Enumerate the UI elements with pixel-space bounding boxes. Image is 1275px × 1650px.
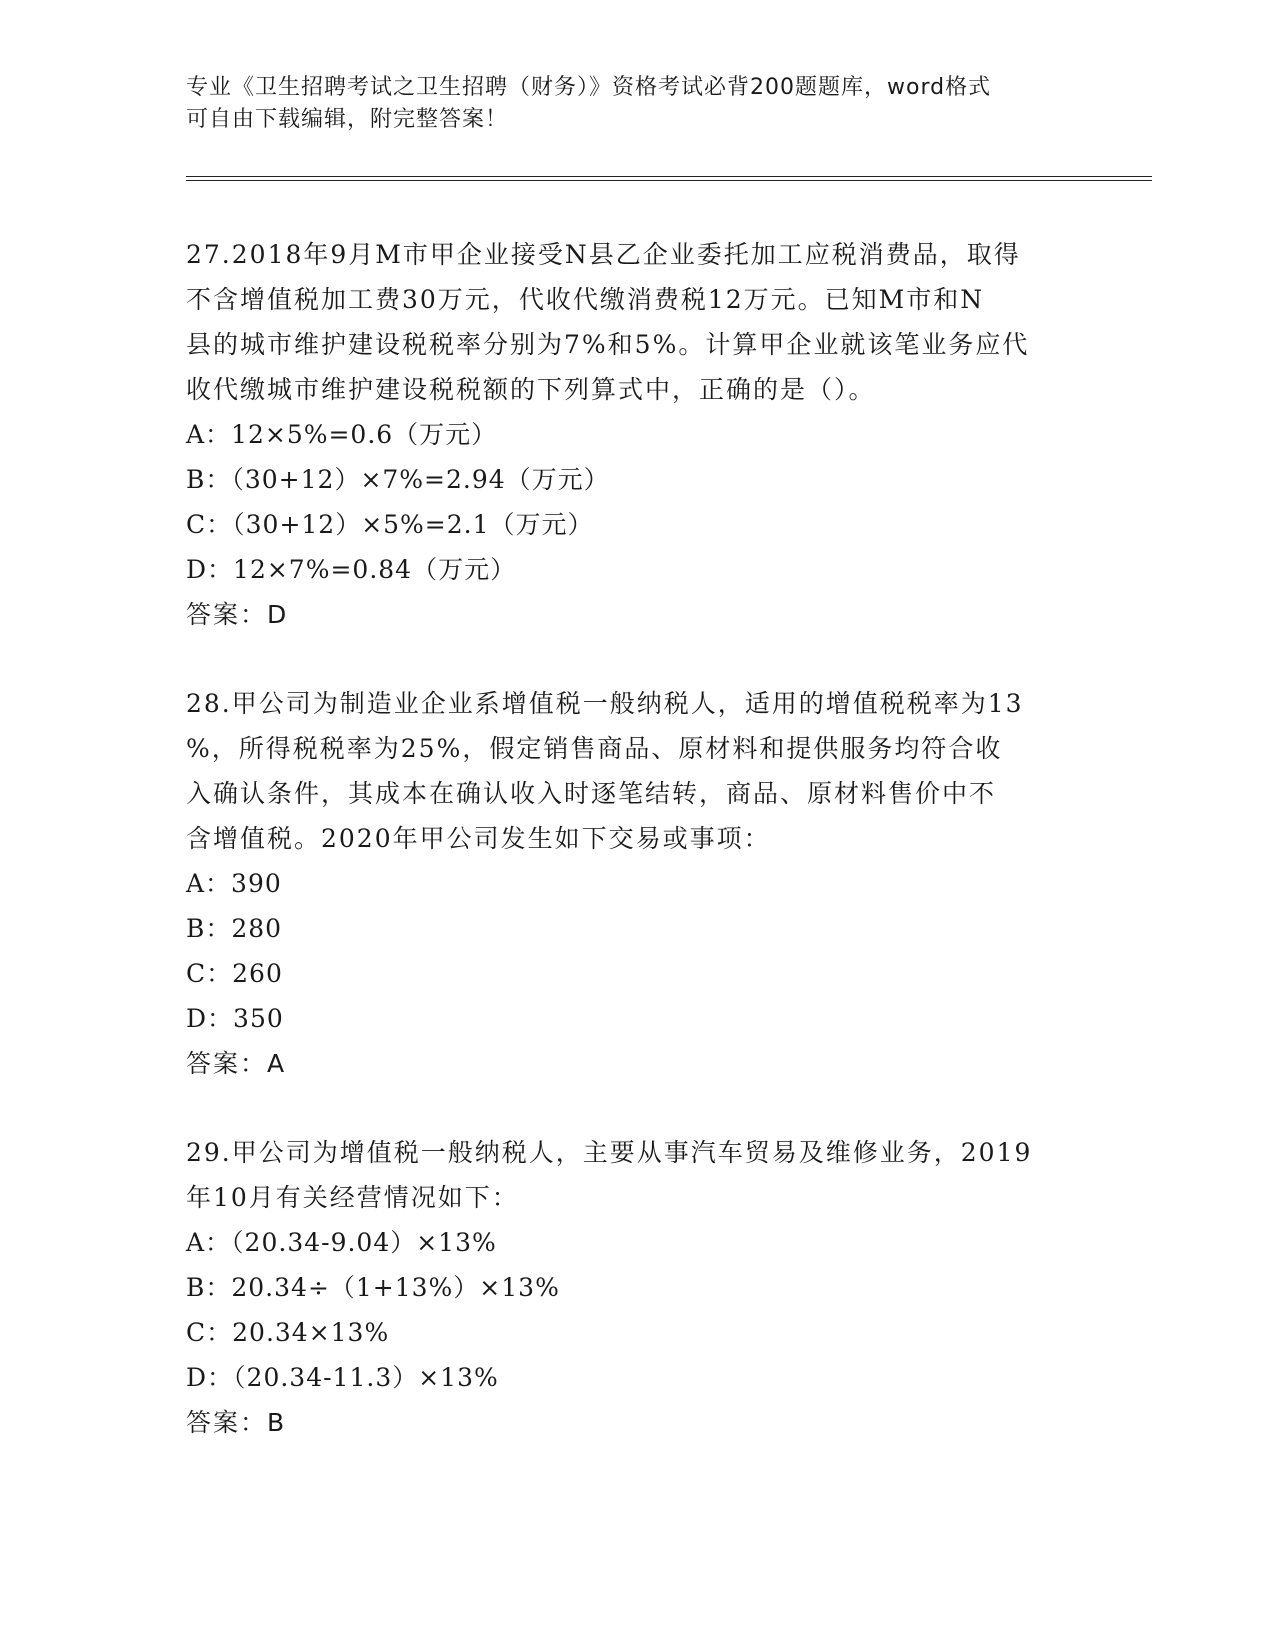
option-d: D：（20.34-11.3）×13% <box>186 1363 499 1392</box>
option-d: D：12×7%=0.84（万元） <box>186 555 517 584</box>
question-stem-line: 入确认条件，其成本在确认收入时逐笔结转，商品、原材料售价中不 <box>186 779 997 808</box>
question-stem-line: 年10月有关经营情况如下： <box>186 1183 519 1212</box>
question-29 <box>186 1130 1086 1445</box>
question-stem-line: 27.2018年9月M市甲企业接受N县乙企业委托加工应税消费品，取得 <box>186 240 1021 269</box>
question-list <box>186 232 1086 1489</box>
option-a: A：12×5%=0.6（万元） <box>186 420 498 449</box>
header-line-1: 专业《卫生招聘考试之卫生招聘（财务）》资格考试必背200题题库，word格式 <box>186 75 992 100</box>
option-a: A：390 <box>186 869 282 898</box>
option-a: A：（20.34-9.04）×13% <box>186 1228 497 1257</box>
answer-label: 答案：B <box>186 1408 287 1437</box>
question-stem-line: 28.甲公司为制造业企业系增值税一般纳税人，适用的增值税税率为13 <box>186 689 1024 718</box>
option-c: C：（30+12）×5%=2.1（万元） <box>186 510 594 539</box>
question-stem-line: 含增值税。2020年甲公司发生如下交易或事项： <box>186 824 771 853</box>
answer-label: 答案：D <box>186 600 289 629</box>
question-stem-line: 不含增值税加工费30万元，代收代缴消费税12万元。已知M市和N <box>186 285 985 314</box>
header-line-2: 可自由下载编辑，附完整答案！ <box>186 107 509 132</box>
option-c: C：20.34×13% <box>186 1318 390 1347</box>
option-b: B：（30+12）×7%=2.94（万元） <box>186 465 610 494</box>
question-stem-line: 县的城市维护建设税税率分别为7%和5%。计算甲企业就该笔业务应代 <box>186 330 1030 359</box>
question-28 <box>186 681 1086 1086</box>
question-stem-line: 29.甲公司为增值税一般纳税人，主要从事汽车贸易及维修业务，2019 <box>186 1138 1033 1167</box>
answer-label: 答案：A <box>186 1049 287 1078</box>
header-divider <box>186 176 1152 181</box>
option-b: B：20.34÷（1+13%）×13% <box>186 1273 560 1302</box>
option-b: B：280 <box>186 914 283 943</box>
document-header <box>186 72 1086 136</box>
question-27 <box>186 232 1086 637</box>
question-stem-line: %，所得税税率为25%，假定销售商品、原材料和提供服务均符合收 <box>186 734 1003 763</box>
option-d: D：350 <box>186 1004 284 1033</box>
question-stem-line: 收代缴城市维护建设税税额的下列算式中，正确的是（）。 <box>186 375 876 404</box>
option-c: C：260 <box>186 959 283 988</box>
